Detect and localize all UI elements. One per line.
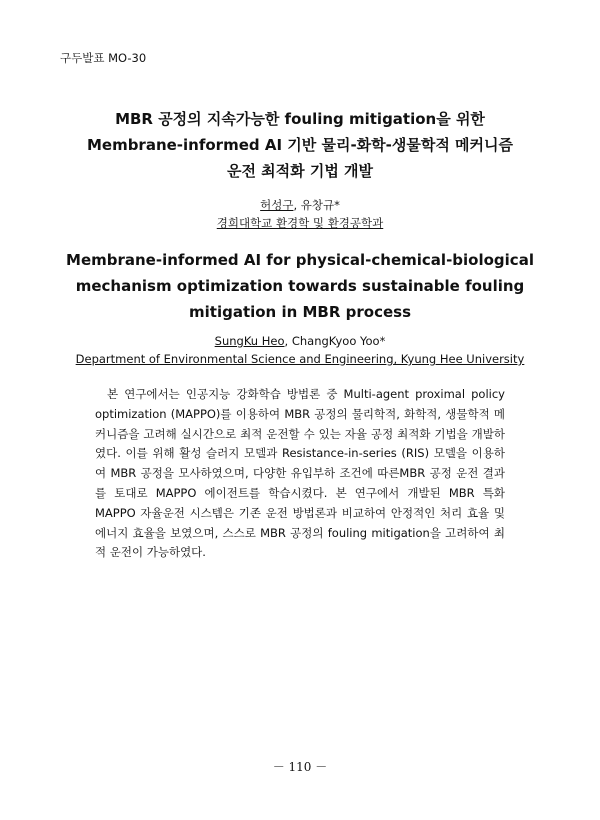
abstract-body: 본 연구에서는 인공지능 강화학습 방법론 중 Multi-agent proximal policy optimization (MAPPO)를 이용하여 MBR 공정의 물리학적, 화학적, 생물학적 메커니즘을 고려해 실시간으로 최적 운전할 수 있는 자율 공정 최적화 기법을 개발하였다. 이를 위해 활성 슬러지 모델과 Resistance-in-series (RIS) 모델을 이용하여 MBR 공정을 모사하였으며, 다양한 유입부하 조건에 따른MBR 공정 운전 결과를 토대로 MAPPO 에이전트를 학습시켰다. 본 연구에서 개발된 MBR 특화 MAPPO 자율운전 시스템은 기존 운전 방법론과 비교하여 안정적인 처리 효율 및 에너지 효율을 보였으며, 스스로 MBR 공정의 fouling mitigation을 고려하여 최적 운전이 가능하였다. — [95, 387, 505, 560]
session-tag: 구두발표 MO-30 — [60, 51, 147, 65]
title-korean-line2: Membrane-informed AI 기반 물리-화학-생물학적 메커니즘 — [86, 136, 514, 154]
title-english-line2: mechanism optimization towards sustainable fouling — [75, 277, 525, 295]
author-list-english — [40, 332, 560, 350]
title-korean — [40, 106, 560, 184]
author-separator: , — [293, 198, 301, 212]
first-author-english: SungKu Heo — [214, 334, 285, 348]
second-author-english: ChangKyoo Yoo* — [291, 334, 386, 348]
page-number: － 110 － — [272, 760, 328, 774]
title-english-line3: mitigation in MBR process — [189, 303, 411, 321]
title-english — [40, 247, 560, 325]
title-korean-line3: 운전 최적화 기법 개발 — [226, 162, 374, 180]
second-author-korean: 유창규* — [300, 198, 340, 212]
affiliation-korean: 경희대학교 환경학 및 환경공학과 — [216, 216, 384, 230]
authors-english — [40, 332, 560, 368]
author-separator: , — [284, 334, 292, 348]
title-korean-line1: MBR 공정의 지속가능한 fouling mitigation을 위한 — [115, 110, 485, 128]
affiliation-english: Department of Environmental Science and Engineering, Kyung Hee University — [75, 352, 525, 366]
author-list-korean — [40, 196, 560, 214]
authors-korean — [40, 196, 560, 232]
first-author-korean: 허성구 — [260, 198, 294, 212]
title-english-line1: Membrane-informed AI for physical-chemical-biological — [66, 251, 534, 269]
